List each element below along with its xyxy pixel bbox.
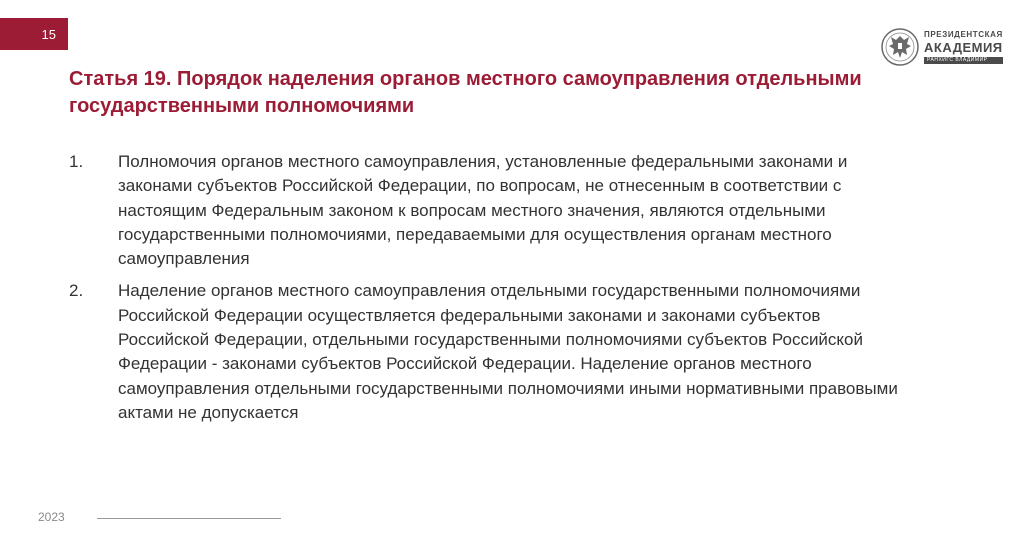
footer-divider xyxy=(97,518,281,519)
article-items-list xyxy=(69,150,909,433)
list-item xyxy=(69,150,909,271)
logo-text-line2: АКАДЕМИЯ xyxy=(924,39,1003,55)
logo-text-line1: ПРЕЗИДЕНТСКАЯ xyxy=(924,29,1003,39)
double-headed-eagle-emblem-icon xyxy=(880,24,920,70)
list-item xyxy=(69,279,909,425)
item-number: 2. xyxy=(69,281,84,301)
item-text: Наделение органов местного самоуправления отдельными государственными полномочиями Российской Федерации осуществляется федеральными законами и законами субъектов Российской Федерации, отдельными государственными полномочиями субъектов Российской Федерации - законами субъектов Российской Федерации. Наделение органов местного самоуправления отдельными государственными полномочиями иными нормативными правовыми актами не допускается xyxy=(118,281,898,422)
item-number: 1. xyxy=(69,152,84,171)
academy-logo xyxy=(880,22,1003,72)
slide-number: 15 xyxy=(41,26,56,42)
slide-number-badge xyxy=(0,18,68,50)
item-text: Полномочия органов местного самоуправления, установленные федеральными законами и законами субъектов Российской Федерации, по вопросам, не отнесенным в соответствии с настоящим Федеральным законом к вопросам местного значения, являются отдельными государственными полномочиями, передаваемыми для осуществления органам местного самоуправления xyxy=(118,152,848,269)
logo-text-line3: РАНХИГС ВЛАДИМИР xyxy=(924,57,1003,64)
footer-year: 2023 xyxy=(38,510,65,524)
slide-title: Статья 19. Порядок наделения органов местного самоуправления отдельными государственными полномочиями xyxy=(69,68,862,117)
